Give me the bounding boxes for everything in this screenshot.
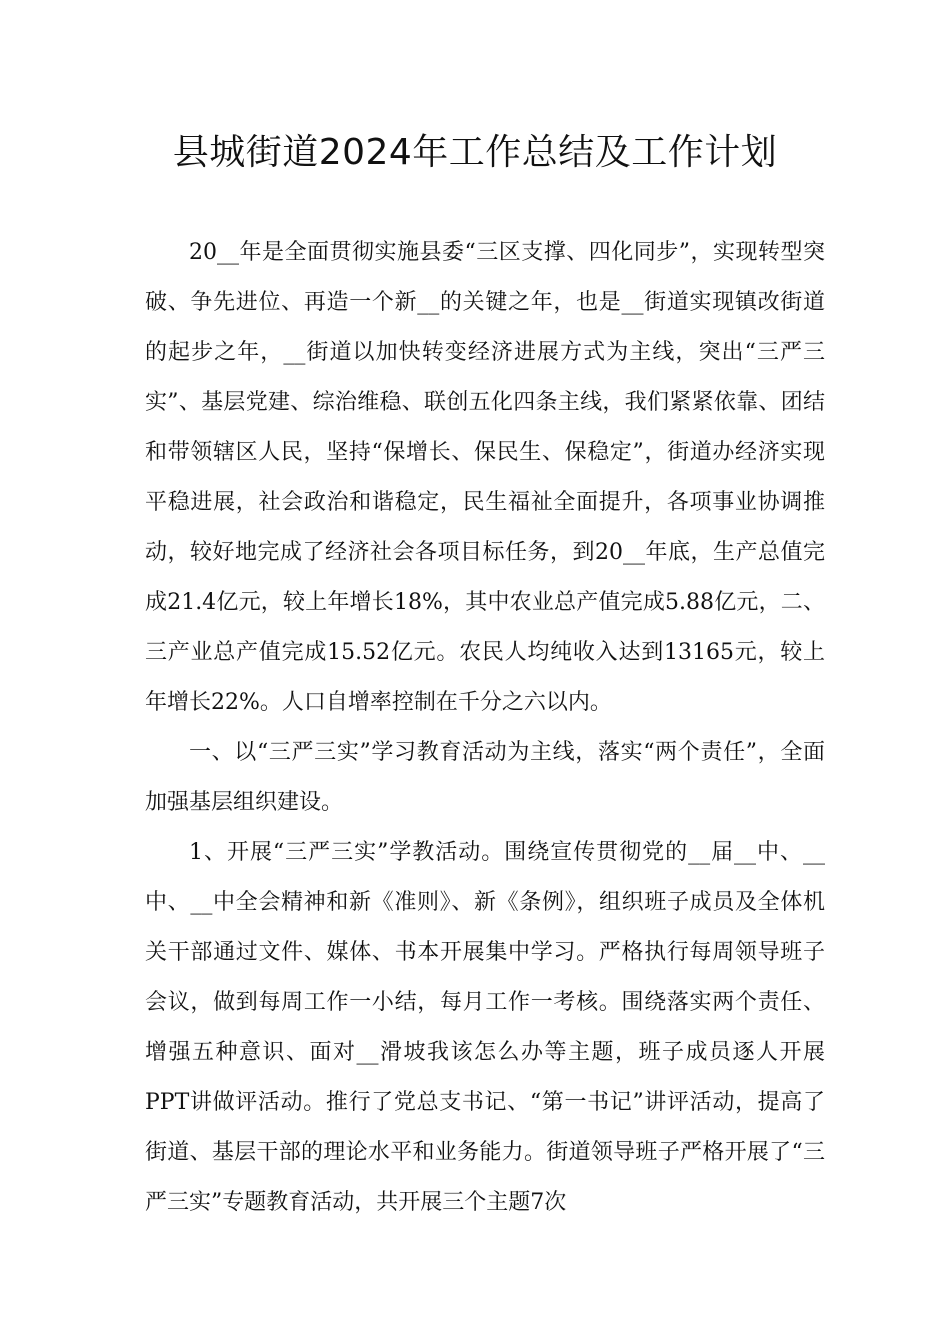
paragraph-section-heading-1: 一、以“三严三实”学习教育活动为主线，落实“两个责任”，全面加强基层组织建设。 <box>145 740 825 815</box>
document-body <box>145 228 825 1228</box>
document-title: 县城街道2024年工作总结及工作计划 <box>172 132 778 173</box>
paragraph-intro: 20__年是全面贯彻实施县委“三区支撑、四化同步”，实现转型突破、争先进位、再造一个新__的关键之年，也是__街道实现镇改街道的起步之年，__街道以加快转变经济进展方式为主线，突出“三严三实”、基层党建、综治维稳、联创五化四条主线，我们紧紧依靠、团结和带领辖区人民，坚持“保增长、保民生、保稳定”，街道办经济实现平稳进展，社会政治和谐稳定，民生福祉全面提升，各项事业协调推动，较好地完成了经济社会各项目标任务，到20__年底，生产总值完成21.4亿元，较上年增长18%，其中农业总产值完成5.88亿元，二、三产业总产值完成15.52亿元。农民人均纯收入达到13165元，较上年增长22%。人口自增率控制在千分之六以内。 <box>145 240 825 715</box>
paragraph-item-1: 1、开展“三严三实”学教活动。围绕宣传贯彻党的__届__中、__中、__中全会精神和新《准则》、新《条例》，组织班子成员及全体机关干部通过文件、媒体、书本开展集中学习。严格执行每周领导班子会议，做到每周工作一小结，每月工作一考核。围绕落实两个责任、增强五种意识、面对__滑坡我该怎么办等主题，班子成员逐人开展PPT讲做评活动。推行了党总支书记、“第一书记”讲评活动，提高了街道、基层干部的理论水平和业务能力。街道领导班子严格开展了“三严三实”专题教育活动，共开展三个主题7次 <box>145 840 825 1215</box>
